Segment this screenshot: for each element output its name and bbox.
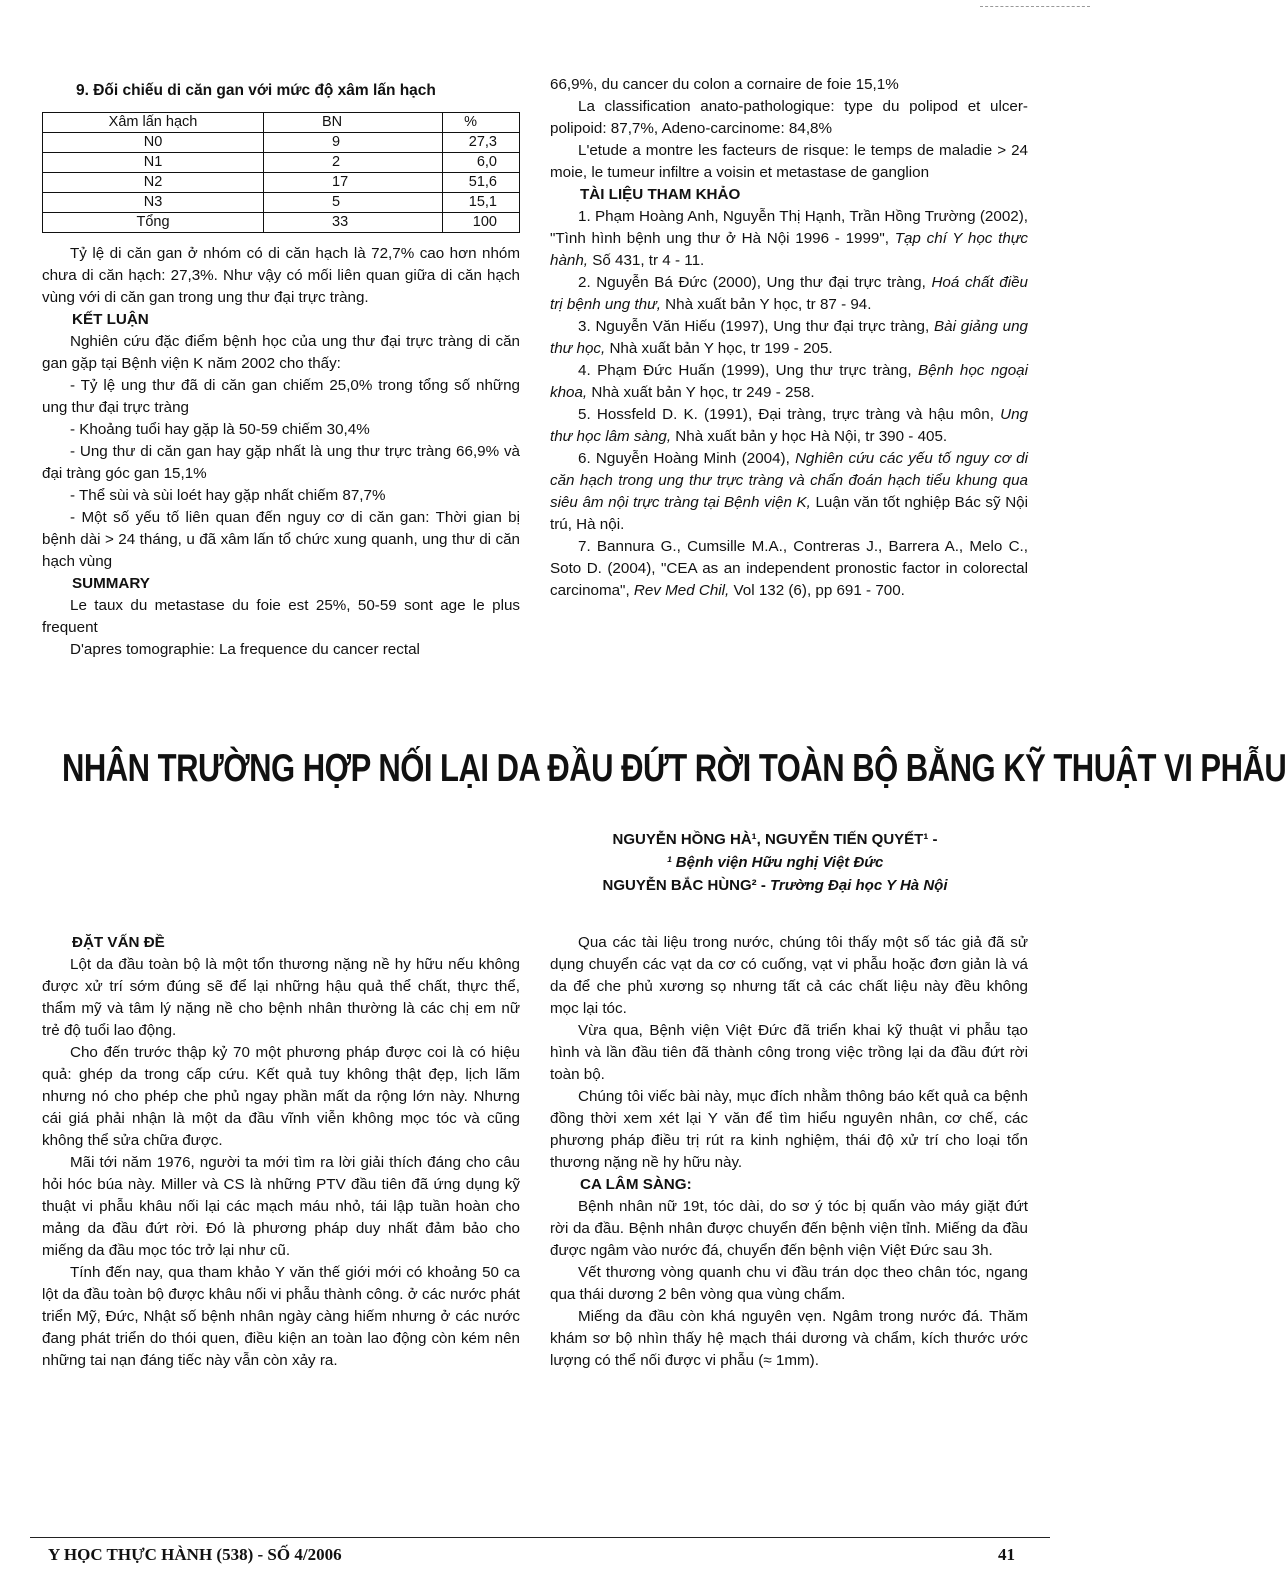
paragraph: La classification anato-pathologique: type du polipod et ulcer-polipoid: 87,7%, Adeno-carcinome: 84,8% [550,98,1028,137]
table-header-cell: % [443,113,520,133]
reference-item [550,272,1028,316]
paragraph: Bệnh nhân nữ 19t, tóc dài, do sơ ý tóc bị quấn vào máy giặt đứt rời da đầu. Bệnh nhân được chuyển đến bệnh viện tỉnh. Miếng da đầu được ngâm vào nước đá, chuyển đến bệnh viện Việt Đức sau 3h. [550,1198,1028,1259]
left-column-top [42,80,520,661]
reference-source: Rev Med Chil, [633,582,730,599]
reference-text: 3. Nguyễn Văn Hiếu (1997), Ung thư đại trực tràng, [578,318,934,335]
table-row [43,213,520,233]
table-row [43,193,520,213]
reference-item [550,206,1028,272]
reference-item [550,448,1028,536]
reference-text: Luận văn tốt nghiệp Bác sỹ Nội trú, Hà nội. [550,494,1028,533]
reference-source: Bài giảng ung thư học, [550,318,1029,357]
paragraph: Tỷ lệ di căn gan ở nhóm có di căn hạch là 72,7% cao hơn nhóm chưa di căn hạch: 27,3%. Như vậy có mối liên quan giữa di căn hạch vùng với di căn gan trong ung thư đại trực tràng. [42,245,520,306]
reference-source: Nghiên cứu các yếu tố nguy cơ di căn hạch trong ung thư trực tràng và chẩn đoán hạch tiểu khung qua siêu âm nội trực tràng tại Bệnh viện K, [550,450,1028,511]
reference-text: Số 431, tr 4 - 11. [588,252,705,269]
footer-rule [30,1537,1050,1538]
table-cell: 33 [264,213,443,233]
paragraph: Vết thương vòng quanh chu vi đầu trán dọc theo chân tóc, ngang qua thái dương 2 bên vòng qua vùng chẩm. [550,1264,1028,1303]
table-cell: 9 [264,133,443,153]
table-header-cell: BN [264,113,443,133]
right-column-top [550,74,1028,602]
reference-text: 2. Nguyễn Bá Đức (2000), Ung thư đại trực tràng, [578,274,932,291]
paragraph: - Thể sùi và sùi loét hay gặp nhất chiếm 87,7% [70,487,386,504]
reference-text: Nhà xuất bản Y học, tr 87 - 94. [660,296,872,313]
table-cell: 5 [264,193,443,213]
paragraph: Mãi tới năm 1976, người ta mới tìm ra lời giải thích đáng cho câu hỏi hóc búa này. Miller và CS là những PTV đầu tiên đã ứng dụng kỹ thuật vi phẫu khâu nối lại các mạch máu nhỏ, tái lập tuần hoàn cho mảng da đầu đứt rời. Đó là phương pháp duy nhất đảm bảo cho miếng da đầu mọc tóc trở lại như cũ. [42,1154,520,1259]
left-column-bottom [42,932,520,1372]
paragraph: 66,9%, du cancer du colon a cornaire de foie 15,1% [550,76,899,93]
reference-item [550,536,1028,602]
reference-text: Vol 132 (6), pp 691 - 700. [729,582,905,599]
right-column-bottom [550,932,1028,1372]
table-cell: 100 [443,213,520,233]
table-cell: 2 [264,153,443,173]
reference-text: 6. Nguyễn Hoàng Minh (2004), [578,450,796,467]
table-row [43,173,520,193]
reference-item [550,316,1028,360]
author-name: NGUYỄN BẮC HÙNG² - [602,877,770,894]
article-authors [540,828,1010,897]
reference-text: 4. Phạm Đức Huấn (1999), Ung thư trực tràng, [578,362,918,379]
paragraph: Qua các tài liệu trong nước, chúng tôi thấy một số tác giả đã sử dụng chuyển các vạt da cơ có cuống, vạt vi phẫu hoặc đơn giản là vá da để che phủ xương sọ nhưng tất cả các chất liệu này đều không mọc lại tóc. [550,934,1028,1017]
paragraph: Miếng da đầu còn khá nguyên vẹn. Ngâm trong nước đá. Thăm khám sơ bộ nhìn thấy hệ mạch thái dương và chẩm, kích thước ước lượng có thể nối được vi phẫu (≈ 1mm). [550,1308,1028,1369]
author-line [540,874,1010,897]
table-cell: Tổng [43,213,264,233]
paragraph: - Khoảng tuổi hay gặp là 50-59 chiếm 30,4% [70,421,370,438]
paragraph: Vừa qua, Bệnh viện Việt Đức đã triển khai kỹ thuật vi phẫu tạo hình và lần đầu tiên đã thành công trong việc trồng lại da đầu đứt rời toàn bộ. [550,1022,1028,1083]
table-cell: N0 [43,133,264,153]
reference-text: 5. Hossfeld D. K. (1991), Đại tràng, trực tràng và hậu môn, [578,406,1001,423]
reference-item [550,360,1028,404]
reference-text: 1. Phạm Hoàng Anh, Nguyễn Thị Hạnh, Trần Hồng Trường (2002), "Tình hình bệnh ung thư ở Hà Nội 1996 - 1999", [550,208,1028,247]
table-cell: 51,6 [443,173,520,193]
lymph-invasion-table [42,112,520,233]
reference-item [550,404,1028,448]
references-heading: TÀI LIỆU THAM KHẢO [580,186,741,203]
paragraph: L'etude a montre les facteurs de risque: le temps de maladie > 24 moie, le tumeur infiltre a voisin et metastase de ganglion [550,142,1028,181]
table-header-row [43,113,520,133]
table-cell: N2 [43,173,264,193]
reference-text: Nhà xuất bản Y học, tr 199 - 205. [605,340,833,357]
table-cell: 15,1 [443,193,520,213]
table-row [43,153,520,173]
reference-text: Nhà xuất bản y học Hà Nội, tr 390 - 405. [671,428,948,445]
paragraph: - Một số yếu tố liên quan đến nguy cơ di căn gan: Thời gian bị bệnh dài > 24 tháng, u đã xâm lấn tổ chức xung quanh, ung thư di căn hạch vùng [42,509,520,570]
table-header-cell: Xâm lấn hạch [43,113,264,133]
article-title: NHÂN TRƯỜNG HỢP NỐI LẠI DA ĐẦU ĐỨT RỜI TOÀN BỘ BẰNG KỸ THUẬT VI PHẪU [62,746,1286,790]
table-cell: 17 [264,173,443,193]
paragraph: Nghiên cứu đặc điểm bệnh học của ung thư đại trực tràng di căn gan gặp tại Bệnh viện K năm 2002 cho thấy: [42,333,520,372]
reference-text: 7. Bannura G., Cumsille M.A., Contreras J., Barrera A., Melo C., Soto D. (2004), "CEA as an independent pronostic factor in colorectal carcinoma", [550,538,1028,599]
paragraph: - Tỷ lệ ung thư đã di căn gan chiếm 25,0% trong tổng số những ung thư đại trực tràng [42,377,520,416]
reference-text: Nhà xuất bản Y học, tr 249 - 258. [587,384,815,401]
paragraph: Cho đến trước thập kỷ 70 một phương pháp được coi là có hiệu quả: ghép da trong cấp cứu. Kết quả tuy không thật đẹp, lịch lãm nhưng nó cho phép che phủ ngay phần mất da rộng lớn này. Nhưng cái giá phải nhận là một da đầu vĩnh viễn không mọc tóc và cũng không thể sửa chữa được. [42,1044,520,1149]
paragraph: Le taux du metastase du foie est 25%, 50-59 sont age le plus frequent [42,597,520,636]
paragraph: Chúng tôi viếc bài này, mục đích nhằm thông báo kết quả ca bệnh đồng thời xem xét lại Y văn để tìm hiểu nguyên nhân, cơ chế, các phương pháp điều trị rút ra kinh nghiệm, thái độ xử trí cho loại tổn thương nặng nề hy hữu này. [550,1088,1028,1171]
top-edge-rule [980,6,1090,7]
summary-heading: SUMMARY [72,575,150,592]
paragraph: Lột da đầu toàn bộ là một tổn thương nặng nề hy hữu nếu không được xử trí sớm đúng sẽ để lại những hậu quả thể chất, thực thể, thẩm mỹ và tâm lý nặng nề cho bệnh nhân thường là các chị em nữ trẻ độ tuổi lao động. [42,956,520,1039]
paragraph: Tính đến nay, qua tham khảo Y văn thế giới mới có khoảng 50 ca lột da đầu toàn bộ được khâu nối vi phẫu thành công. ở các nước phát triển Mỹ, Đức, Nhật số bệnh nhân ngày càng hiếm nhưng ở các nước đang phát triển do thói quen, điều kiện an toàn lao động còn kém nên những tai nạn đáng tiếc này vẫn còn xảy ra. [42,1264,520,1369]
introduction-heading: ĐẶT VẤN ĐỀ [72,934,165,951]
paragraph: - Ung thư di căn gan hay gặp nhất là ung thư trực tràng 66,9% và đại tràng góc gan 15,1% [42,443,520,482]
reference-source: Ung thư học lâm sàng, [550,406,1028,445]
author-affiliation: ¹ Bệnh viện Hữu nghị Việt Đức [666,854,884,871]
table-row [43,133,520,153]
conclusion-heading: KẾT LUẬN [72,311,149,328]
section-title-liver-metastasis: 9. Đối chiếu di căn gan với mức độ xâm lấn hạch [76,82,436,99]
paragraph: D'apres tomographie: La frequence du cancer rectal [70,641,420,658]
case-heading: CA LÂM SÀNG: [580,1176,692,1193]
table-cell: 27,3 [443,133,520,153]
reference-source: Tạp chí Y học thực hành, [550,230,1028,269]
table-cell: 6,0 [443,153,520,173]
reference-source: Bệnh học ngoại khoa, [550,362,1028,401]
table-cell: N3 [43,193,264,213]
journal-name: Y HỌC THỰC HÀNH (538) - SỐ 4/2006 [48,1545,342,1564]
author-line: NGUYỄN HỒNG HÀ¹, NGUYỄN TIẾN QUYẾT¹ - [612,831,938,848]
reference-source: Hoá chất điều trị bệnh ung thư, [550,274,1028,313]
author-affiliation: Trường Đại học Y Hà Nội [770,877,948,894]
references-list [550,206,1028,602]
table-cell: N1 [43,153,264,173]
page-number: 41 [998,1545,1015,1564]
